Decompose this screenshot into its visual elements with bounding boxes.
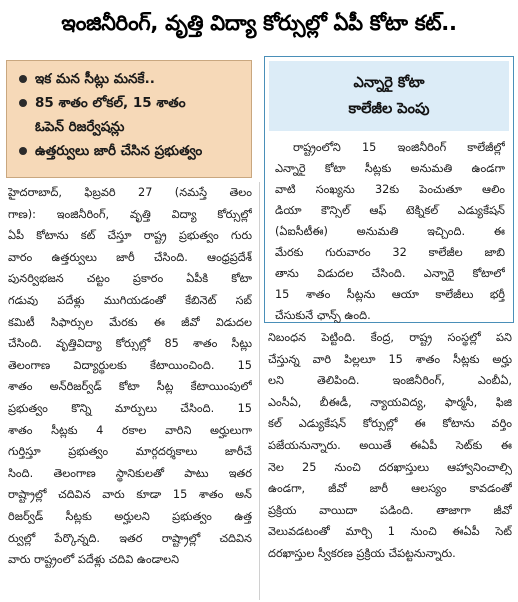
article-column-left bbox=[8, 182, 252, 571]
text-line: కల్ ఎడ్యుకేషన్ కోర్సుల్లో ఈ కోటాను వర్తిం bbox=[268, 417, 512, 431]
text-line: శాతం సీట్లకు 4 రకాల వారిని అర్హులుగా bbox=[8, 423, 252, 437]
column-divider bbox=[259, 182, 260, 600]
text-line: తెలంగాణ విద్యార్థులకు కేటాయించింది. 15 bbox=[8, 358, 252, 372]
sidebar-title bbox=[269, 61, 509, 131]
highlight-continuation: ఓపెన్ రిజర్వేషన్లు bbox=[35, 119, 125, 135]
text-line: ర్వుల్లో పేర్కొన్నది. ఇతర రాష్ట్రాల్లో చదివిన bbox=[8, 531, 252, 545]
text-line: ఎంసీఏ, బీఈడీ, న్యాయవిద్య, ఫార్మసీ, ఫిజి bbox=[268, 395, 512, 409]
highlight-item bbox=[17, 139, 245, 163]
text-line: (ఏఐసీటీఈ) అనుమతి ఇచ్చింది. ఈ bbox=[275, 225, 505, 238]
text-line: హైదరాబాద్, ఫిబ్రవరి 27 (నమస్తే తెలం bbox=[8, 186, 252, 199]
text-line: చేసింది. వృత్తివిద్యా కోర్సుల్లో 85 శాతం సీట్లు bbox=[8, 337, 252, 351]
text-line: సింది. తెలంగాణ స్థానికులతో పాటు ఇతర bbox=[8, 466, 252, 480]
text-line: రిజర్వ్‌డ్ సీట్లకు అర్హులని ప్రభుత్వం ఉత్త bbox=[8, 509, 252, 523]
sidebar-box-nri-quota bbox=[264, 56, 514, 323]
text-line: రాష్ట్రాల్లో చదివిన వారు కూడా 15 శాతం అన్ bbox=[8, 488, 252, 502]
text-line: శాతం అన్‌రిజర్వ్‌డ్ కోటా సీట్ల కేటాయింపులో bbox=[8, 380, 252, 394]
sidebar-body bbox=[265, 131, 513, 326]
text-line: తాను విడుదల చేసింది. ఎన్నారై కోటాలో bbox=[275, 267, 505, 280]
highlights-box bbox=[6, 60, 252, 178]
article-column-right bbox=[268, 327, 512, 565]
text-line: వెలువడటంతో మార్చి 1 నుంచి ఈఏపీ సెట్ bbox=[268, 525, 512, 539]
text-line: చేస్తున్న వారి పిల్లలూ 15 శాతం సీట్లకు అర్హు bbox=[268, 352, 512, 366]
text-line: నెల 25 నుంచి దరఖాస్తులు ఆహ్వానించాల్సి bbox=[268, 460, 512, 474]
text-line: ఎన్నారై కోటా సీట్లకు అనుమతి ఉండగా bbox=[275, 162, 505, 175]
highlight-text: ఉత్తర్వులు జారీ చేసిన ప్రభుత్వం bbox=[35, 143, 203, 159]
bullet-icon bbox=[19, 75, 27, 83]
text-line: వారం ఉత్తర్వులు జారీ చేసింది. ఆంధ్రప్రదేశ్ bbox=[8, 250, 252, 264]
text-line: ఉండగా, జీవో జారీ ఆలస్యం కావడంతో bbox=[268, 482, 512, 496]
highlight-item bbox=[17, 91, 245, 115]
text-line: మేరకు గురువారం 32 కాలేజీల జాబి bbox=[275, 246, 505, 259]
text-line: నిబంధన పెట్టింది. కేంద్ర, రాష్ట్ర సంస్థల్లో పని bbox=[268, 331, 512, 344]
text-line: దరఖాస్తుల స్వీకరణ ప్రక్రియ చేపట్టనున్నారు. bbox=[268, 546, 456, 560]
headline: ఇంజినీరింగ్, వృత్తి విద్యా కోర్సుల్లో ఏపీ కోటా కట్.. bbox=[61, 11, 457, 35]
text-line: ప్రక్రియ వాయిదా పడింది. తాజాగా జీవో bbox=[268, 503, 512, 517]
text-line: రాష్ట్రంలోని 15 ఇంజినీరింగ్ కాలేజీల్లో bbox=[293, 141, 505, 154]
text-line: 15 శాతం సీట్లను ఆయా కాలేజీలు భర్తీ bbox=[275, 288, 505, 301]
highlights-list bbox=[17, 67, 245, 163]
text-line: చేసుకునే ఛాన్స్ ఉంది. bbox=[275, 309, 371, 322]
highlight-item bbox=[17, 67, 245, 91]
text-line: వాటి సంఖ్యను 32కు పెంచుతూ ఆలిం bbox=[275, 183, 505, 196]
text-line: పజేయనున్నారు. అయితే ఈఏపీ సెట్‌కు ఈ bbox=[268, 438, 512, 452]
text-line: ప్రభుత్వం కొన్ని మార్పులు చేసింది. 15 bbox=[8, 401, 252, 415]
text-line: పునర్విభజన చట్టం ప్రకారం ఏపీకి కోటా bbox=[8, 272, 252, 286]
text-line: గడువు పదేళ్లు ముగియడంతో కేబినెట్ సబ్ bbox=[8, 293, 252, 307]
text-line: డియా కౌన్సిల్ ఆఫ్ టెక్నికల్ ఎడ్యుకేషన్ bbox=[275, 204, 505, 217]
text-line: గుర్తిస్తూ ప్రభుత్వం మార్గదర్శకాలు జారీచే bbox=[8, 445, 252, 459]
text-line: ఏపీ కోటాను కట్ చేస్తూ రాష్ట్ర ప్రభుత్వం గురు bbox=[8, 229, 252, 243]
highlight-text: 85 శాతం లోకల్, 15 శాతం bbox=[35, 95, 186, 111]
sidebar-title-line1: ఎన్నారై కోటా bbox=[353, 75, 425, 91]
bullet-icon bbox=[19, 99, 27, 107]
bullet-icon bbox=[19, 147, 27, 155]
text-line: వారు రాష్ట్రంలో పదేళ్లు చదివి ఉండాలని bbox=[8, 553, 180, 567]
text-line: గాణ): ఇంజినీరింగ్, వృత్తి విద్యా కోర్సుల్లో bbox=[8, 207, 252, 221]
text-line: లని తెలిపింది. ఇంజినీరింగ్, ఎంబీఏ, bbox=[268, 374, 512, 388]
text-line: కమిటీ సిఫార్సుల మేరకు ఈ జీవో విడుదల bbox=[8, 315, 252, 329]
sidebar-title-line2: కాలేజీల పెంపు bbox=[348, 101, 430, 117]
highlight-text: ఇక మన సీట్లు మనకే.. bbox=[35, 71, 155, 87]
